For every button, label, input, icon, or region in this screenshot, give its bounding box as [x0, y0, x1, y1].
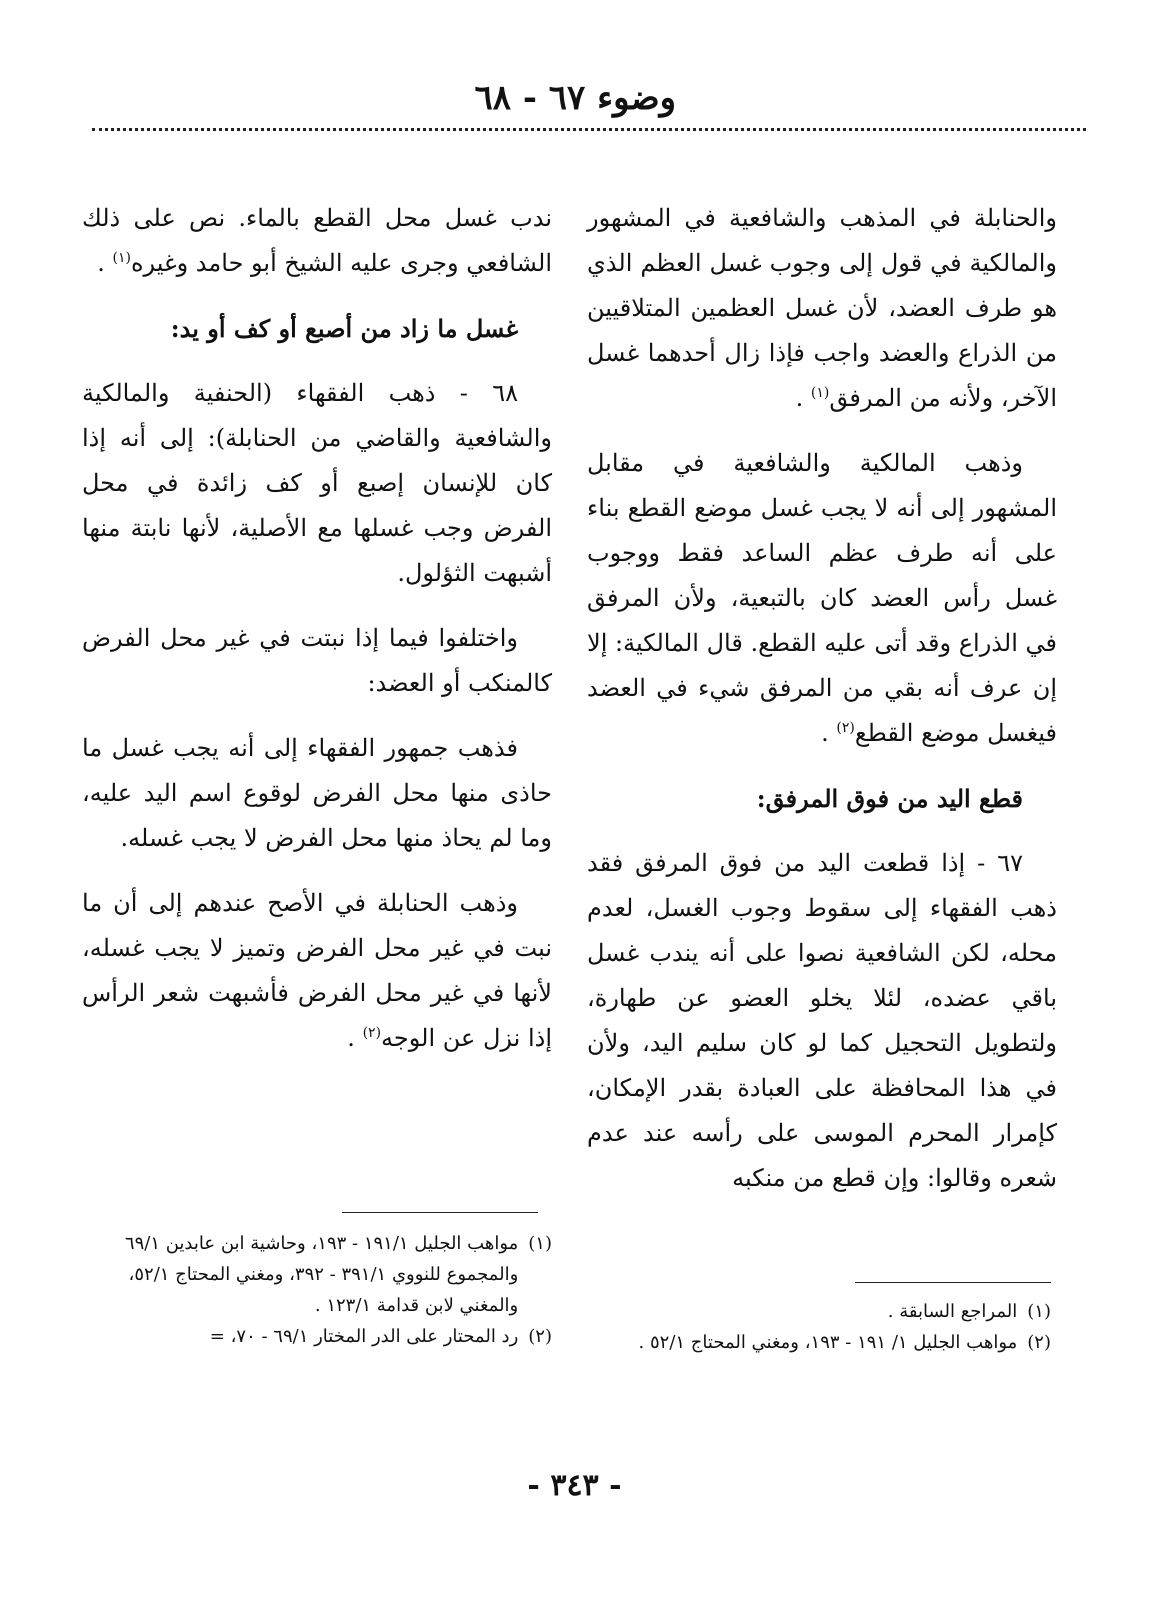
- footnote-ref: (١): [112, 250, 131, 266]
- footnote-separator-right: [855, 1282, 1051, 1283]
- right-paragraph-2-text: وذهب المالكية والشافعية في مقابل المشهور إلى أنه لا يجب غسل موضع القطع بناء على أنه طرف عظم الساعد فقط ووجوب غسل رأس العضد كان بالتبعية، ولأن المرفق في الذراع وقد أتى عليه القطع. قال المالكية: إلا إن عرف أنه بقي من المرفق شيء في العضد فيغسل موضع القطع: [587, 449, 1057, 747]
- sentence-end: .: [97, 249, 105, 277]
- footnote-ref: (٢): [362, 1025, 382, 1041]
- header-title: وضوء ٦٧ - ٦٨: [474, 78, 676, 118]
- right-column: [587, 196, 1057, 1201]
- right-paragraph-2: [587, 441, 1057, 756]
- right-paragraph-3: ٦٧ - إذا قطعت اليد من فوق المرفق فقد ذهب الفقهاء إلى سقوط وجوب الغسل، لعدم محله، لكن الشافعية نصوا على أنه يندب غسل باقي عضده، لئلا يخلو العضو عن طهارة، ولتطويل التحجيل كما لو كان سليم اليد، ولأن في هذا المحافظة على العبادة بقدر الإمكان، كإمرار المحرم الموسى على رأسه عند عدم شعره وقالوا: وإن قطع من منكبه: [587, 849, 1057, 1192]
- left-paragraph-1-text: ندب غسل محل القطع بالماء. نص على ذلك الشافعي وجرى عليه الشيخ أبو حامد وغيره: [82, 204, 552, 277]
- section-heading-upper-arm: قطع اليد من فوق المرفق:: [756, 784, 1023, 813]
- footnote-text: مواهب الجليل ١٩١/١ - ١٩٣، وحاشية ابن عابدين ٦٩/١ والمجموع للنووي ٣٩١/١ - ٣٩٢، ومغني المحتاج ٥٢/١، والمغني لابن قدامة ١٢٣/١ .: [124, 1233, 519, 1316]
- left-paragraph-4: فذهب جمهور الفقهاء إلى أنه يجب غسل ما حاذى منها محل الفرض لوقوع اسم اليد عليه، وما لم يحاذ منها محل الفرض لا يجب غسله.: [82, 734, 552, 852]
- left-paragraph-3: واختلفوا فيما إذا نبتت في غير محل الفرض كالمنكب أو العضد:: [82, 624, 552, 697]
- left-paragraph-1: [82, 196, 552, 286]
- footnote-separator-left: [342, 1212, 538, 1213]
- footnote: [82, 1321, 552, 1352]
- page-number: - ٣٤٣ -: [527, 1468, 622, 1503]
- footnote: [581, 1327, 1051, 1358]
- right-paragraph-1: [587, 196, 1057, 421]
- section-heading-extra-limb: غسل ما زاد من أصبع أو كف أو يد:: [170, 314, 518, 343]
- footnote-number: (٢): [528, 1326, 552, 1347]
- sentence-end: .: [347, 1024, 355, 1052]
- footnotes-right: [581, 1296, 1051, 1358]
- footnote-ref: (١): [810, 385, 830, 401]
- left-paragraph-5: [82, 881, 552, 1061]
- footnote-number: (١): [528, 1233, 552, 1254]
- footnote-text: رد المحتار على الدر المختار ٦٩/١ - ٧٠، =: [209, 1326, 519, 1347]
- footnote-text: المراجع السابقة .: [887, 1301, 1018, 1322]
- footnote-number: (٢): [1027, 1332, 1051, 1353]
- right-paragraph-1-text: والحنابلة في المذهب والشافعية في المشهور والمالكية في قول إلى وجوب غسل العظم الذي هو طرف العضد، لأن غسل العظمين المتلاقيين من الذراع والعضد واجب فإذا زال أحدهما غسل الآخر، ولأنه من المرفق: [587, 204, 1057, 412]
- footnote-ref: (٢): [836, 720, 855, 736]
- footnote: [581, 1296, 1051, 1327]
- footnotes-left: [82, 1228, 552, 1352]
- footnote: [82, 1228, 552, 1321]
- sentence-end: .: [795, 384, 804, 412]
- sentence-end: .: [821, 719, 829, 747]
- left-paragraph-2: ٦٨ - ذهب الفقهاء (الحنفية والمالكية والشافعية والقاضي من الحنابلة): إلى أنه إذا كان للإنسان إصبع أو كف زائدة في محل الفرض وجب غسلها مع الأصلية، لأنها نابتة منها أشبهت الثؤلول.: [82, 379, 553, 587]
- header-dotted-rule: [92, 128, 1086, 131]
- footnote-number: (١): [1027, 1301, 1051, 1322]
- footnote-text: مواهب الجليل ١/ ١٩١ - ١٩٣، ومغني المحتاج ٥٢/١ .: [638, 1332, 1018, 1353]
- left-column: [82, 196, 552, 1061]
- left-paragraph-5-text: وذهب الحنابلة في الأصح عندهم إلى أن ما نبت في غير محل الفرض وتميز لا يجب غسله، لأنها في غير محل الفرض فأشبهت شعر الرأس إذا نزل عن الوجه: [82, 889, 552, 1052]
